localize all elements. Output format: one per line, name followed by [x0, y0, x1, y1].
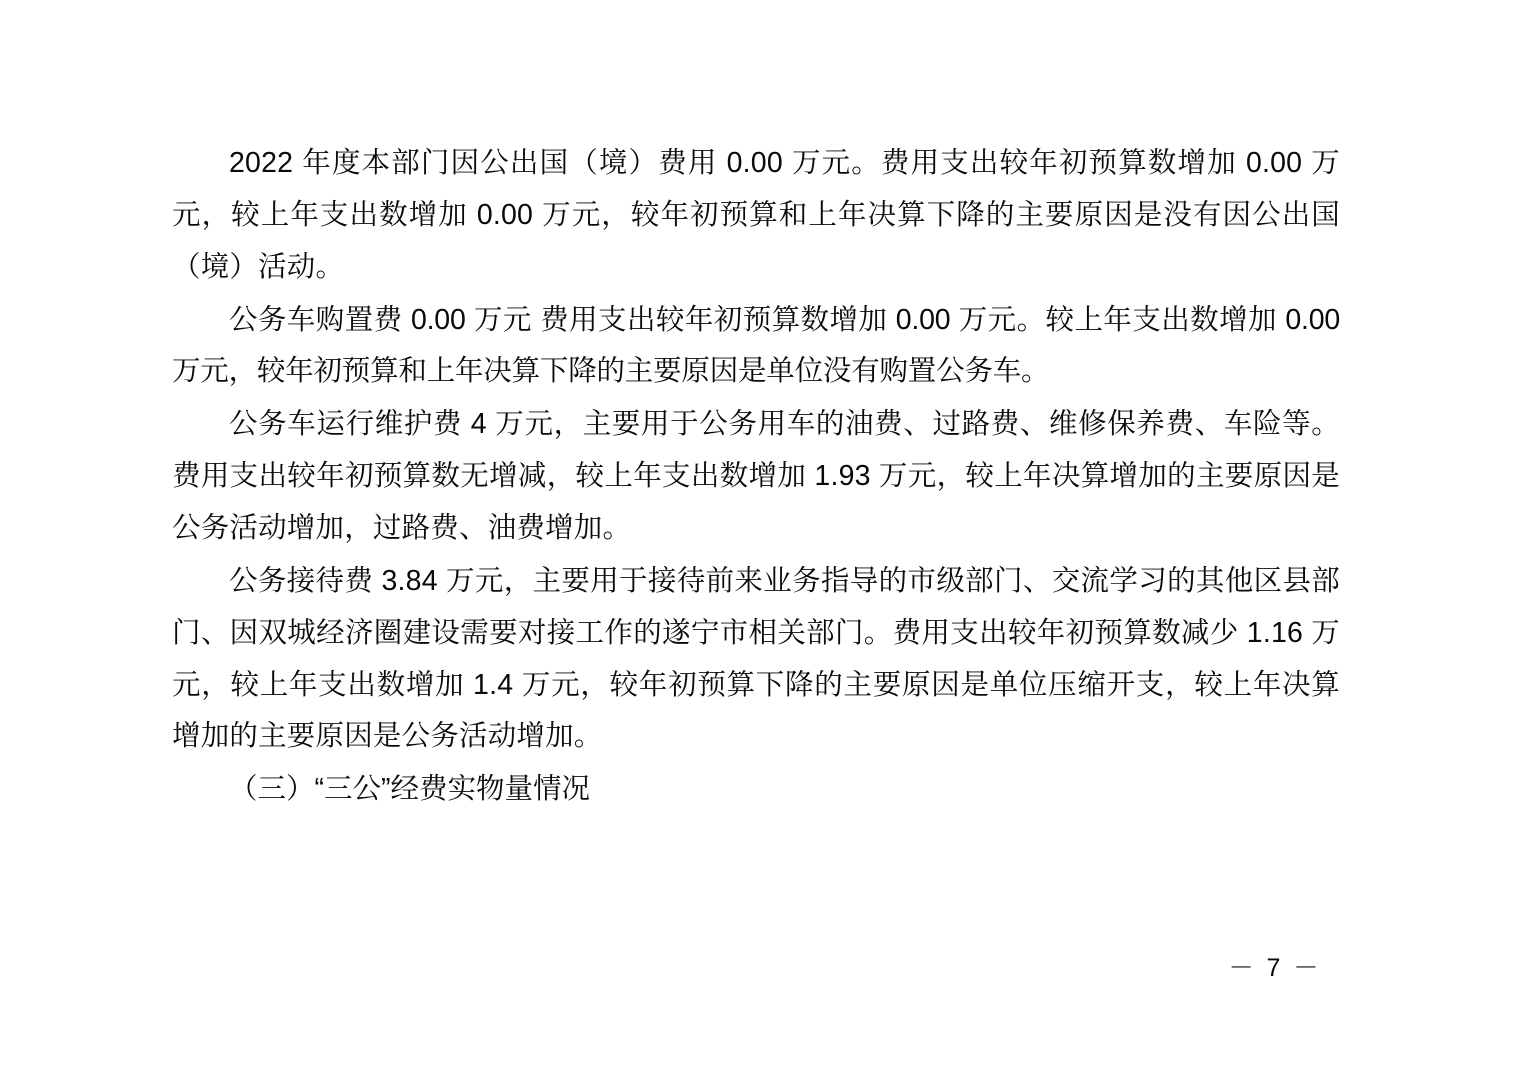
paragraph-overseas-travel: 2022 年度本部门因公出国（境）费用 0.00 万元。费用支出较年初预算数增加 0.00 万元，较上年支出数增加 0.00 万元，较年初预算和上年决算下降的主要原因是没有因公出国（境）活动。 — [172, 147, 1340, 283]
page-content — [172, 138, 1340, 816]
paragraph-vehicle-operation: 公务车运行维护费 4 万元，主要用于公务用车的油费、过路费、维修保养费、车险等。费用支出较年初预算数无增减，较上年支出数增加 1.93 万元，较上年决算增加的主要原因是公务活动增加，过路费、油费增加。 — [172, 408, 1340, 545]
paragraph-official-reception: 公务接待费 3.84 万元，主要用于接待前来业务指导的市级部门、交流学习的其他区县部门、因双城经济圈建设需要对接工作的遂宁市相关部门。费用支出较年初预算数减少 1.16 万元，较上年支出数增加 1.4 万元，较年初预算下降的主要原因是单位压缩开支，较上年决算增加的主要原因是公务活动增加。 — [172, 564, 1340, 753]
page-footer — [0, 948, 1520, 984]
paragraph-vehicle-purchase: 公务车购置费 0.00 万元 费用支出较年初预算数增加 0.00 万元。较上年支出数增加 0.00 万元，较年初预算和上年决算下降的主要原因是单位没有购置公务车。 — [172, 303, 1340, 388]
page-number: － 7 － — [1228, 954, 1322, 982]
section-heading: （三）“三公”经费实物量情况 — [229, 773, 590, 806]
